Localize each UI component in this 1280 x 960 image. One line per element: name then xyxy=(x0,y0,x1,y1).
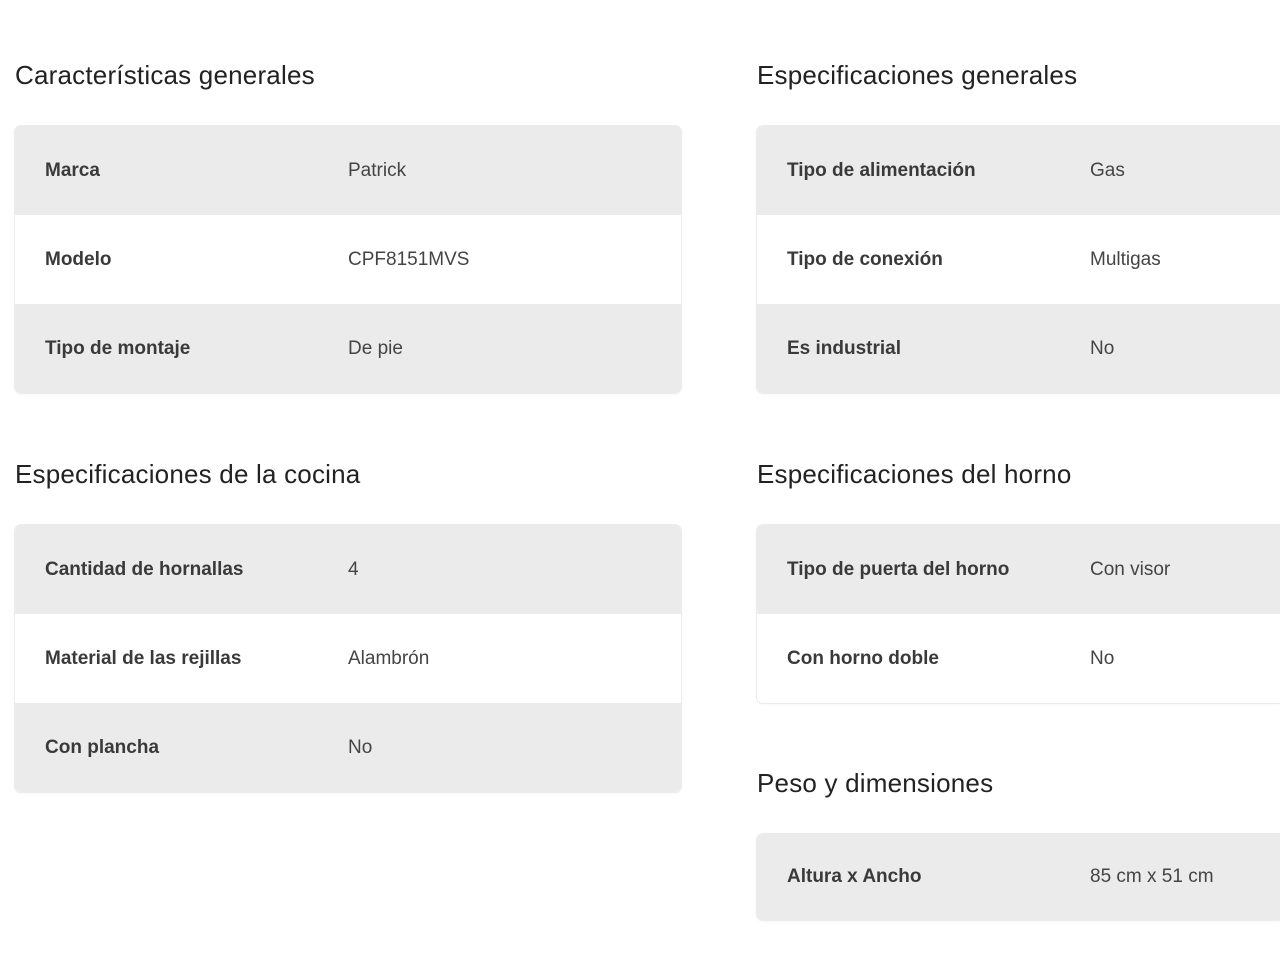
spec-value: Con visor xyxy=(1090,558,1171,580)
spec-value: Patrick xyxy=(348,159,407,181)
table-row xyxy=(757,525,1280,614)
section-title: Especificaciones del horno xyxy=(757,459,1072,489)
spec-label: Tipo de puerta del horno xyxy=(787,558,1010,580)
spec-label: Tipo de conexión xyxy=(787,248,943,270)
spec-value: CPF8151MVS xyxy=(348,248,470,270)
section-title: Peso y dimensiones xyxy=(757,768,994,798)
spec-value: De pie xyxy=(348,337,403,359)
spec-value: No xyxy=(1090,647,1115,669)
spec-label: Tipo de alimentación xyxy=(787,159,976,181)
table-row xyxy=(757,304,1280,393)
spec-value: 85 cm x 51 cm xyxy=(1090,866,1214,887)
table-row xyxy=(15,703,681,792)
spec-label: Marca xyxy=(45,159,100,181)
spec-label: Altura x Ancho xyxy=(787,866,922,887)
table-row xyxy=(15,614,681,703)
table-row xyxy=(15,304,681,393)
table-row xyxy=(15,215,681,304)
spec-label: Cantidad de hornallas xyxy=(45,558,244,580)
spec-table xyxy=(15,126,681,393)
table-row xyxy=(757,126,1280,215)
section-title: Especificaciones generales xyxy=(757,60,1078,90)
spec-table xyxy=(757,525,1280,703)
spec-table xyxy=(757,126,1280,393)
table-row xyxy=(757,834,1280,920)
table-row xyxy=(757,215,1280,304)
table-row xyxy=(15,126,681,215)
spec-label: Con plancha xyxy=(45,736,160,758)
spec-value: No xyxy=(1090,337,1115,359)
table-row xyxy=(15,525,681,614)
spec-label: Con horno doble xyxy=(787,647,939,669)
spec-value: Gas xyxy=(1090,159,1125,181)
spec-table xyxy=(15,525,681,792)
table-row xyxy=(757,614,1280,703)
spec-value: 4 xyxy=(348,558,359,580)
spec-value: No xyxy=(348,736,373,758)
spec-label: Modelo xyxy=(45,248,112,270)
section-title: Características generales xyxy=(15,60,315,90)
spec-label: Material de las rejillas xyxy=(45,647,242,669)
section-title: Especificaciones de la cocina xyxy=(15,459,361,489)
spec-label: Tipo de montaje xyxy=(45,337,191,359)
spec-value: Alambrón xyxy=(348,647,430,669)
spec-table xyxy=(757,834,1280,920)
spec-value: Multigas xyxy=(1090,248,1161,270)
spec-label: Es industrial xyxy=(787,337,902,359)
